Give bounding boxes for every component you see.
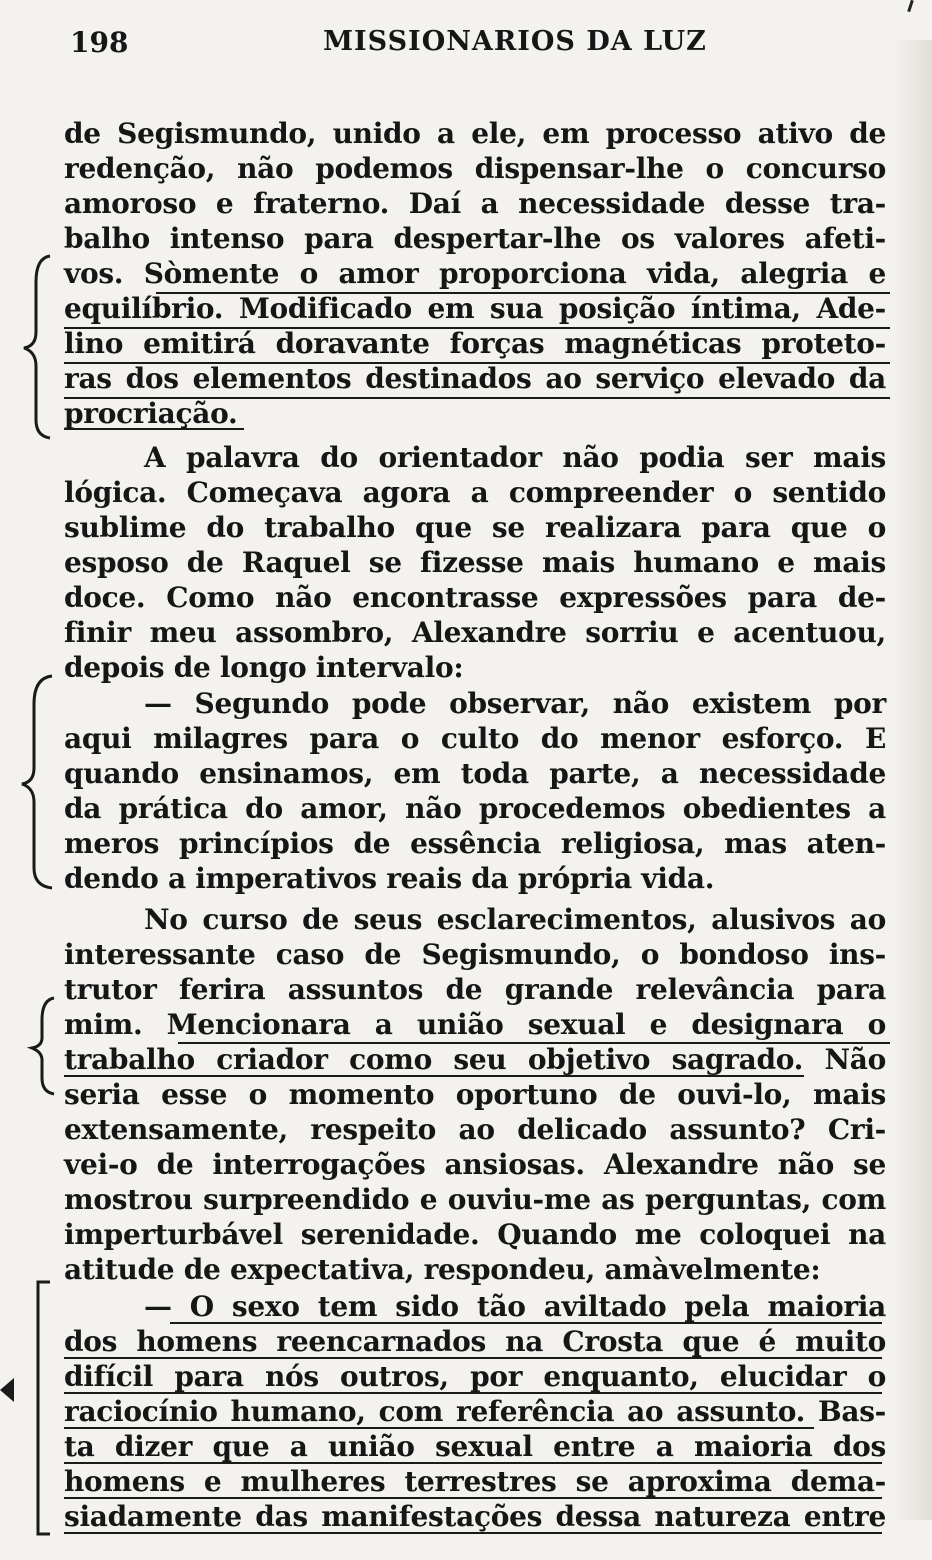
text-line: ras dos elementos destinados ao serviço elevado da [64,362,886,395]
text-line: quando ensinamos, em toda parte, a necessidade [64,757,886,790]
underline-mark [64,1497,882,1499]
text-line: mim. Mencionara a união sexual e designara o [64,1008,886,1041]
text-line: aqui milagres para o culto do menor esforço. E [64,722,886,755]
text-line: de Segismundo, unido a ele, em processo ativo de [64,117,886,150]
text-line: ta dizer que a união sexual entre a maioria dos [64,1430,886,1463]
underline-mark [64,327,890,329]
text-line: balho intenso para despertar-lhe os valores afeti- [64,222,886,255]
margin-bracket-4 [14,1278,54,1540]
page-bleed-shadow [894,40,932,1520]
text-line: doce. Como não encontrasse expressões para de- [64,581,886,614]
underline-mark [64,1357,882,1359]
underline-mark [64,1392,882,1394]
page-number: 198 [70,26,129,59]
text-line: raciocínio humano, com referência ao assunto. Bas- [64,1395,886,1428]
text-line: — Segundo pode observar, não existem por [144,687,886,720]
text-line: procriação. [64,397,238,430]
text-line: vos. Sòmente o amor proporciona vida, alegria e [64,257,886,290]
underline-mark [178,1042,890,1044]
underline-mark [64,1427,814,1429]
text-line: trabalho criador como seu objetivo sagrado. Não [64,1043,886,1076]
text-line: A palavra do orientador não podia ser mais [144,441,886,474]
text-line: dendo a imperativos reais da própria vida. [64,862,715,895]
margin-brace-3 [22,994,62,1098]
text-line: meros princípios de essência religiosa, mas aten- [64,827,886,860]
text-line: extensamente, respeito ao delicado assunto? Cri- [64,1113,886,1146]
underline-mark [64,1532,882,1534]
underline-mark [170,1322,882,1324]
text-line: esposo de Raquel se fizesse mais humano e mais [64,546,886,579]
text-line: — O sexo tem sido tão aviltado pela maioria [144,1290,886,1323]
text-line: No curso de seus esclarecimentos, alusivos ao [144,903,886,936]
text-line: imperturbável serenidade. Quando me coloquei na [64,1218,886,1251]
text-line: dos homens reencarnados na Crosta que é muito [64,1325,886,1358]
margin-brace-2 [18,672,58,892]
text-line: trutor ferira assuntos de grande relevância para [64,973,886,1006]
underline-mark [64,428,244,430]
text-line: finir meu assombro, Alexandre sorriu e acentuou, [64,616,886,649]
underline-mark [156,292,890,294]
page-header [70,26,890,66]
text-line: amoroso e fraterno. Daí a necessidade desse tra- [64,187,886,220]
text-line: redenção, não podemos dispensar-lhe o concurso [64,152,886,185]
text-line: da prática do amor, não procedemos obedientes a [64,792,886,825]
text-line: atitude de expectativa, respondeu, amàvelmente: [64,1253,821,1286]
text-line: homens e mulheres terrestres se aproxima dema- [64,1465,886,1498]
margin-arrow-mark [0,1378,14,1402]
text-line: sublime do trabalho que se realizara para que o [64,511,886,544]
underline-mark [64,397,890,399]
corner-mark [907,0,914,12]
text-line: lógica. Começava agora a compreender o sentido [64,476,886,509]
text-line: difícil para nós outros, por enquanto, elucidar o [64,1360,886,1393]
text-line: mostrou surpreendido e ouviu-me as perguntas, com [64,1183,886,1216]
running-title: MISSIONARIOS DA LUZ [323,26,707,57]
text-line: depois de longo intervalo: [64,651,464,684]
text-line: seria esse o momento oportuno de ouvi-lo, mais [64,1078,886,1111]
text-line: lino emitirá doravante forças magnéticas proteto- [64,327,886,360]
underline-mark [64,1462,882,1464]
text-line: siadamente das manifestações dessa natureza entre [64,1500,886,1533]
underline-mark [64,362,890,364]
text-line: equilíbrio. Modificado em sua posição íntima, Ade- [64,292,886,325]
margin-brace-1 [18,252,58,442]
underline-mark [64,1075,804,1077]
text-line: interessante caso de Segismundo, o bondoso ins- [64,938,886,971]
text-line: vei-o de interrogações ansiosas. Alexandre não se [64,1148,886,1181]
